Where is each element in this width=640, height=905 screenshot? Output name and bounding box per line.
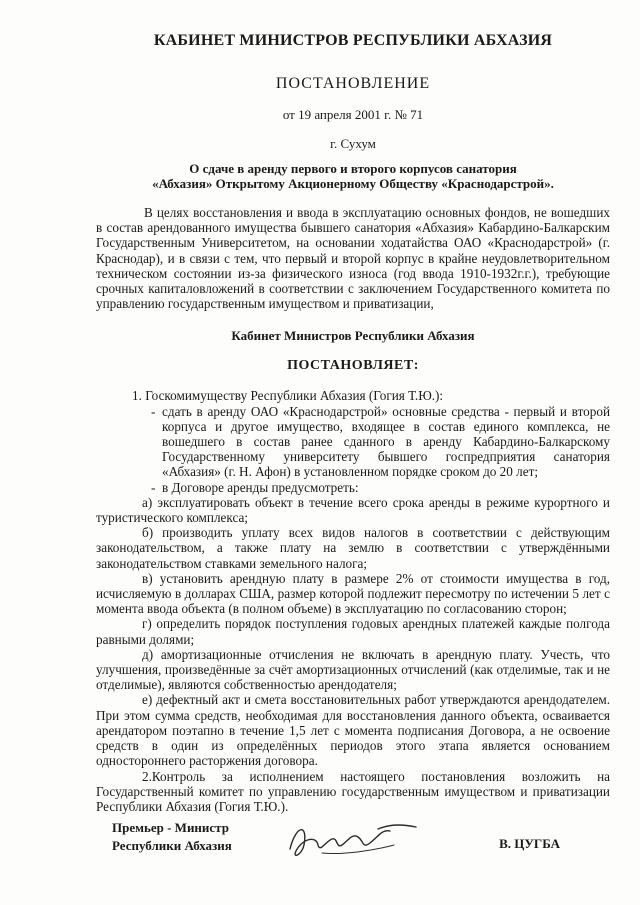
document-city: г. Сухум [330,136,376,151]
dash-marker: - [151,403,156,419]
sub-item-a: а) эксплуатировать объект в течение всего срока аренды в режиме курортного и туристического комплекса; [96,494,610,526]
document-date-number: от 19 апреля 2001 г. № 71 [282,107,424,122]
item-1-dash-2 [96,480,610,495]
section-decree-heading: ПОСТАНОВЛЯЕТ: [287,358,419,374]
signatory-title-line-1: Премьер - Министр [112,820,229,835]
item-1-heading: 1. Госкомимуществу Республики Абхазия (Гогия Т.Ю.): [132,388,444,404]
signatory-title-line-2: Республики Абхазия [112,838,232,853]
dash-marker: - [151,479,156,495]
item-1-dash-2-text: в Договоре аренды предусмотреть: [162,479,359,495]
item-1-dash-1-text: сдать в аренду ОАО «Краснодарстрой» основные средства - первый и второй корпуса и другое имущество, входящее в состав единого комплекса, не вошедшего в состав ранее сданного в аренду Кабардино-Балкарскому Государственному университету бывшего госпредприятия санатория «Абхазия» (г. Н. Афон) в установленном порядке сроком до 20 лет; [162,403,610,480]
document-type: ПОСТАНОВЛЕНИЕ [275,75,431,92]
signatory-name: В. ЦУГБА [499,836,560,851]
document-title [96,161,610,191]
signature-block [112,819,560,875]
sub-item-g: г) определить порядок поступления годовых арендных платежей каждые полгода равными долями; [96,616,610,647]
item-2-paragraph: 2.Контроль за исполнением настоящего постановления возложить на Государственный комитет по управлению государственным имуществом и приватизации Республики Абхазия (Гогия Т.Ю.). [96,768,610,814]
sub-item-d: д) амортизационные отчисления не включать в арендную плату. Учесть, что улучшения, произведённые за счёт амортизационных отчислений (как отделимые, так и не отделимые), являются собственностью арендодателя; [96,646,610,693]
signatory-title [112,819,232,855]
issuing-authority: КАБИНЕТ МИНИСТРОВ РЕСПУБЛИКИ АБХАЗИЯ [153,32,553,49]
sub-item-b: б) производить уплату всех видов налогов в соответствии с действующим законодательством, а также плату на землю в соответствии с утверждёнными законодательством ставками земельного налога; [96,525,610,571]
preamble-paragraph: В целях восстановления и ввода в эксплуатацию основных фондов, не вошедших в состав арендованного имущества бывшего санатория «Абхазия» Кабардино-Балкарским Государственным Университетом, на основании ходатайства ОАО «Краснодарстрой» (г. Краснодар), и в связи с тем, что первый и второй корпус в крайне неудовлетворительном техническом состоянии из-за физического износа (год ввода 1910-1932г.г.), требующие срочных капиталовложений в соответствии с заключением Государственного комитета по управлению государственным имуществом и приватизации, [96,205,610,312]
sub-item-e: е) дефектный акт и смета восстановительных работ утверждаются арендодателем. При этом сумма средств, необходимая для восстановления данного объекта, осваивается арендатором поэтапно в течение 1,5 лет с момента подписания Договора, а не освоение средств в один из определённых периодов этого этапа является основанием одностороннего расторжения договора. [96,692,610,769]
item-1-dash-1 [96,404,610,480]
handwritten-signature [282,815,422,865]
title-line-2: «Абхазия» Открытому Акционерному Обществу «Краснодарстрой». [152,176,554,191]
sub-item-v: в) установить арендную плату в размере 2% от стоимости имущества в год, исчисляемую в долларах США, размер которой подлежит пересмотру по истечении 5 лет с момента ввода объекта (в полном объеме) в эксплуатацию по согласованию сторон; [96,570,610,617]
section-authority: Кабинет Министров Республики Абхазия [231,328,475,344]
title-line-1: О сдаче в аренду первого и второго корпусов санатория [189,161,517,176]
